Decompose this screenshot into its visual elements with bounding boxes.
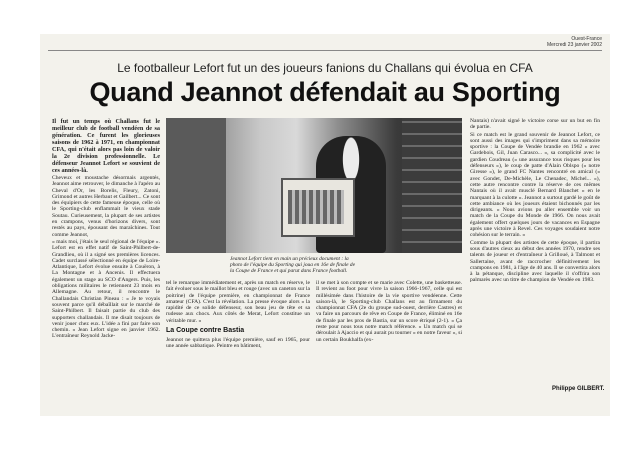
- column-4-paragraph-3: Comme la plupart des artistes de cette époque, il partira sous d'autres cieux au début des années 1970, rendre ses talents de joueur et d'entraîneur à Grilloué, à Talmont et Sallertaine, avant de raccrocher définitivement les crampons en 1981, à l'âge de 40 ans. Il se convertira alors à la pétanque, discipline avec laquelle il s'offrira son palmarès avec un titre de champion de Vendée en 1983.: [470, 239, 600, 284]
- article-photo: [166, 118, 462, 253]
- column-1-paragraph-2: « mais moi, j'étais le seul régional de l'équipe ». Lefort est en effet natif de Saint-Philbert-de-Grandlieu, où il a signé ses premières licences. Cadet surclassé sélectionné en équipe de Loire-Atlantique, Lefort évolue ensuite à Couëron, à La Montagne et à Ancenis. Il effectuera également un stage au SCO d'Angers. Puis, les obligations militaires le retiennent 23 mois en Allemagne. Au retour, il rencontre le Challandais Christian Pineau : « Je te voyais souvent parce qu'il débaîllait sur le marché de Saint-Philbert. Il faisait partie du club des supporters challandais. Il me disait toujours de venir jouer chez eux. L'idée a fini par faire son chemin. » Jean Lefort signe en janvier 1962. L'entraîneur Reynold Jacke-: [52, 238, 160, 340]
- masthead: [547, 36, 602, 48]
- column-3-paragraph-1: il se met à son compte et se marie avec Colette, une basketteuse. Il revient au foot pour vivre la saison 1966-1967, celle qui est millésimée dans l'histoire de la vie sportive vendéenne. Cette saison-là, le Sporting-club Challans est au firmament du championnat CFA (2e du groupe sud-ouest, derrière Castres) et va faire un parcours de rêve en Coupe de France, éliminé en 16e de finale par les pros de Bastia, sur un score étriqué (2-1). « Ça reste pour nous tous notre match référence. » Un match qui se déroulait à Ajaccio et qui aurait pu tourner « en notre faveur », si un certain Boukhalfa (ex-: [316, 280, 462, 343]
- column-4: [470, 118, 600, 388]
- author-signature: Philippe GILBERT.: [552, 386, 605, 392]
- photo-team-picture: [281, 178, 355, 237]
- column-4-paragraph-2: Si ce match est le grand souvenir de Jeannot Lefort, ce sont aussi des images qui s'impriment dans sa mémoire sportive : la Coupe de Vendée brandie en 1962 « avec Gardebois, Gil, Juan Carasco... », sa complicité avec le gardien Coudreau (« une assurance tous risques pour les défenseurs »), le coup de patte d'Alain Oblspo (« notre Giresse »), le grand FC Nantes rencontré en amical (« avec Gondet, De-Michèle, Le Chenadec, Michel... »), cette autre rencontre contre la réserve de ces mêmes Nantais où il avait musclé Bernard Blanchet « en le marquant à la culotte ». Jeannot a surtout gardé le goût de cette ambiance où les joueurs étaient bichonnés par les dirigeants. « Nous avions pu aller ensemble voir un match de la Coupe du Monde de 1966. On nous avait également offert quelques jours de vacances en Espagne après une victoire à Revel. Ces voyages soudaient notre cohésion sur le terrain. »: [470, 131, 600, 239]
- photo-wall: [166, 118, 226, 253]
- photo-team-players: [288, 190, 344, 224]
- newspaper-clipping: [40, 34, 610, 416]
- article-kicker: Le footballeur Lefort fut un des joueurs fanions du Challans qui évolua en CFA: [117, 61, 533, 75]
- publication-name: Ouest-France: [571, 36, 602, 42]
- photo-shelf: [402, 118, 462, 253]
- photo-caption: Jeannot Lefort tient en main un précieux document : la photo de l'équipe du Sporting qui joua en 16e de finale de la Coupe de France et qui parut dans France football.: [230, 256, 355, 275]
- publication-date: Mercredi 23 janvier 2002: [546, 42, 602, 48]
- header-rule: [48, 50, 602, 51]
- column-1: [52, 118, 160, 410]
- column-3: [316, 280, 462, 410]
- article-headline: Quand Jeannot défendait au Sporting: [89, 77, 561, 107]
- column-2: [166, 280, 310, 410]
- column-2-paragraph-1: tel le remarque immédiatement et, après un match en réserve, le fait évoluer sous le maillot bleu et rouge (avec un caneton sur la poitrine) de l'équipe première, en championnat de France amateur (CFA). C'est la révélation. La presse évoque alors « la rapidité de ce solide défenseur, son beau jeu de tête et sa rudesse aux chocs. Aux côtés de Merat, Lefort constitue un véritable mur. »: [166, 280, 310, 324]
- column-2-paragraph-2: Jeannot ne quittera plus l'équipe première, sauf en 1965, pour une année sabbatique. Peintre en bâtiment,: [166, 337, 310, 350]
- column-4-paragraph-1: Nantais) n'avait signé le victoire corse sur un but en fin de partie.: [470, 118, 600, 131]
- section-subhead: La Coupe contre Bastia: [166, 327, 245, 335]
- article-lead: Il fut un temps où Challans fut le meilleur club de football vendéen de sa génération. Ce furent les glorieuses saisons de 1962 à 1971, en championnat CFA, qui n'était alors pas loin de valoir la 2e division professionnelle. Le défenseur Jeannot Lefort se souvient de ces années-là.: [52, 118, 160, 174]
- column-1-paragraph-1: Cheveux et moustache désormais argentés, Jeannot aime retrouver, le dimanche à l'apéro au Cheval d'Or, les Borelis, Fleury, Zatoni, Grimond et autres Herbaut et Gailbert... Ce sont des équipiers de cette fameuse époque, celle où le Sporting-club enflammait le vieux stade Soutau. Curieusement, la plupart de ses artistes en crampons, venus d'horizons divers, sont restés au pays, épousant des maraîchines. Tout comme Jeannot,: [52, 175, 160, 238]
